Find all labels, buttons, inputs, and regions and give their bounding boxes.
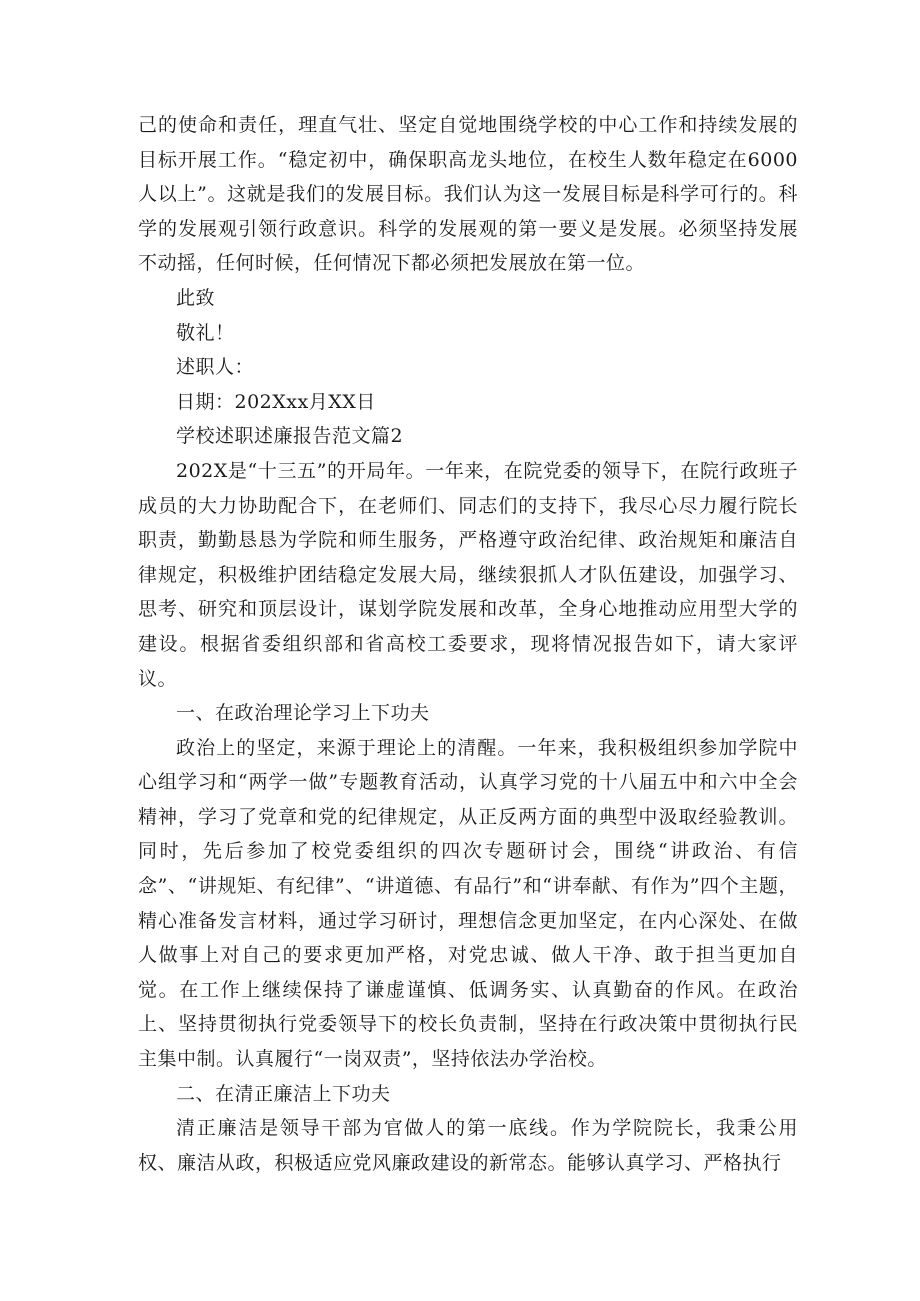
document-page [138, 108, 798, 1180]
date-line: 日期：202Xxx月XX日 [176, 390, 376, 413]
body-paragraph: 己的使命和责任，理直气壮、坚定自觉地围绕学校的中心工作和持续发展的目标开展工作。“稳定初中，确保职高龙头地位，在校生人数年稳定在6000人以上”。这就是我们的发展目标。我们认为这一发展目标是科学可行的。科学的发展观引领行政意识。科学的发展观的第一要义是发展。必须坚持发展不动摇，任何时候，任何情况下都必须把发展放在第一位。 [138, 114, 798, 275]
section-heading: 一、在政治理论学习上下功夫 [176, 702, 430, 725]
reporter-label: 述职人： [176, 356, 255, 379]
section-title: 学校述职述廉报告范文篇2 [176, 425, 404, 448]
closing-salutation: 此致 [176, 286, 216, 309]
body-paragraph: 202X是“十三五”的开局年。一年来，在院党委的领导下，在院行政班子成员的大力协助配合下，在老师们、同志们的支持下，我尽心尽力履行院长职责，勤勤恳恳为学院和师生服务，严格遵守政治纪律、政治规矩和廉洁自律规定，积极维护团结稳定发展大局，继续狠抓人才队伍建设，加强学习、思考、研究和顶层设计，谋划学院发展和改革，全身心地推动应用型大学的建设。根据省委组织部和省高校工委要求，现将情况报告如下，请大家评议。 [138, 459, 798, 690]
body-paragraph: 政治上的坚定，来源于理论上的清醒。一年来，我积极组织参加学院中心组学习和“两学一做”专题教育活动，认真学习党的十八届五中和六中全会精神，学习了党章和党的纪律规定，从正反两方面的典型中汲取经验教训。同时，先后参加了校党委组织的四次专题研讨会，围绕“讲政治、有信念”、“讲规矩、有纪律”、“讲道德、有品行”和“讲奉献、有作为”四个主题，精心准备发言材料，通过学习研讨，理想信念更加坚定，在内心深处、在做人做事上对自己的要求更加严格，对党忠诚、做人干净、敢于担当更加自觉。在工作上继续保持了谦虚谨慎、低调务实、认真勤奋的作风。在政治上、坚持贯彻执行党委领导下的校长负责制，坚持在行政决策中贯彻执行民主集中制。认真履行“一岗双责”，坚持依法办学治校。 [138, 736, 798, 1071]
body-paragraph: 清正廉洁是领导干部为官做人的第一底线。作为学院院长，我秉公用权、廉洁从政，积极适应党风廉政建设的新常态。能够认真学习、严格执行 [138, 1117, 798, 1174]
closing-regards: 敬礼！ [176, 321, 235, 344]
section-heading: 二、在清正廉洁上下功夫 [176, 1082, 391, 1105]
